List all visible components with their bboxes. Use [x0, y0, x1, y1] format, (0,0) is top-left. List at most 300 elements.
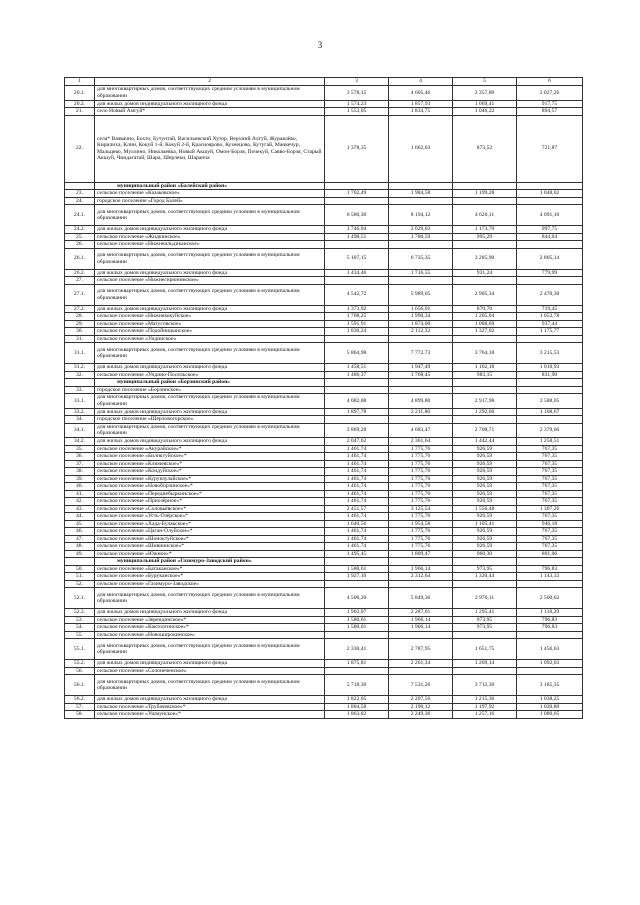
value-col4: 2 312,64 [389, 573, 453, 581]
value-col5: 926,59 [453, 535, 517, 543]
row-number: 28. [65, 313, 95, 321]
table-row [65, 241, 583, 249]
row-number: 54. [65, 624, 95, 632]
value-col4: 5 989,05 [389, 284, 453, 305]
value-col6 [517, 631, 583, 639]
row-number: 56.1. [65, 675, 95, 696]
table-row [65, 438, 583, 446]
row-number: 22. [65, 115, 95, 182]
value-col6: 796,83 [517, 624, 583, 632]
row-description: сельское поселение «Курунзулайское»* [95, 475, 325, 483]
value-col6: 796,83 [517, 565, 583, 573]
row-description: сельское поселение «Приозёрное»* [95, 498, 325, 506]
value-col6 [517, 241, 583, 249]
value-col6 [517, 416, 583, 424]
row-description: городское поселение «Город Балей» [95, 197, 325, 205]
value-col3 [325, 379, 389, 387]
value-col4: 1 775,76 [389, 535, 453, 543]
table-row [65, 475, 583, 483]
value-col6: 2 588,05 [517, 394, 583, 409]
value-col6 [517, 197, 583, 205]
row-number: 24.2. [65, 226, 95, 234]
value-col6: 946,18 [517, 520, 583, 528]
value-col3: 1 746,94 [325, 226, 389, 234]
value-col3 [325, 631, 389, 639]
row-description: сельское поселение «Газимуро-Заводское» [95, 580, 325, 588]
value-col5 [453, 182, 517, 190]
row-number: 26.2. [65, 269, 95, 277]
row-number: 34.1. [65, 423, 95, 438]
row-description: сельское поселение «Новоборзинское»* [95, 483, 325, 491]
table-row [65, 320, 583, 328]
row-number: 58. [65, 711, 95, 719]
table-row [65, 313, 583, 321]
table-row [65, 233, 583, 241]
row-description: сельское поселение «Шивиинское»* [95, 543, 325, 551]
value-col5: 4 620,11 [453, 205, 517, 226]
value-col3: 1 378,35 [325, 115, 389, 182]
value-col6: 4 091,16 [517, 205, 583, 226]
value-col3: 5 718,30 [325, 675, 389, 696]
value-col4: 1 775,76 [389, 453, 453, 461]
row-number: 29. [65, 320, 95, 328]
row-number: 47. [65, 535, 95, 543]
value-col3: 1 830,24 [325, 328, 389, 336]
value-col4: 1 857,93 [389, 100, 453, 108]
value-col3 [325, 558, 389, 566]
value-col3: 1 461,74 [325, 475, 389, 483]
value-col4 [389, 335, 453, 343]
value-col3: 1 640,56 [325, 520, 389, 528]
value-col3: 4 506,26 [325, 588, 389, 609]
value-col5: 926,59 [453, 460, 517, 468]
value-col3: 1 863,82 [325, 711, 389, 719]
value-col4 [389, 197, 453, 205]
value-col6 [517, 386, 583, 394]
row-description: сельское поселение «Шоноктуйское»* [95, 535, 325, 543]
value-col4 [389, 277, 453, 285]
row-number: 52.2. [65, 609, 95, 617]
value-col6: 831,90 [517, 371, 583, 379]
row-description: сельское поселение «Переднебыркинское»* [95, 490, 325, 498]
value-col3: 1 461,74 [325, 528, 389, 536]
value-col5 [453, 416, 517, 424]
table-row [65, 631, 583, 639]
value-col4: 5 849,36 [389, 588, 453, 609]
row-number [65, 379, 95, 387]
row-description: для многоквартирных домов, соответствующих средним условиям в муниципальном образовании [95, 588, 325, 609]
table-row [65, 543, 583, 551]
row-number: 41. [65, 490, 95, 498]
value-col5: 926,59 [453, 513, 517, 521]
value-col4: 1 656,01 [389, 305, 453, 313]
value-col6 [517, 335, 583, 343]
table-row [65, 468, 583, 476]
value-col6: 1 258,51 [517, 438, 583, 446]
table-row [65, 520, 583, 528]
value-col3 [325, 580, 389, 588]
value-col4: 1 775,76 [389, 468, 453, 476]
value-col6: 767,35 [517, 535, 583, 543]
row-number: 23. [65, 190, 95, 198]
row-number: 56.2. [65, 696, 95, 704]
table-row [65, 100, 583, 108]
table-row [65, 588, 583, 609]
value-col4: 2 787,95 [389, 639, 453, 660]
value-col6 [517, 277, 583, 285]
value-col5: 2 905,34 [453, 284, 517, 305]
value-col5: 1 046,22 [453, 108, 517, 116]
row-description: сельское поселение «Ундино-Посельское» [95, 371, 325, 379]
value-col5: 1 162,18 [453, 364, 517, 372]
row-number: 48. [65, 543, 95, 551]
value-col6: 844,04 [517, 233, 583, 241]
row-description: сельское поселение «Подойницынское» [95, 328, 325, 336]
value-col6: 767,35 [517, 543, 583, 551]
value-col6: 997,75 [517, 226, 583, 234]
row-description: сельское поселение «Трубачевское»* [95, 703, 325, 711]
row-description: для жилых домов индивидуального жилищного фонда [95, 408, 325, 416]
row-description: для многоквартирных домов, соответствующих средним условиям в муниципальном образовании [95, 248, 325, 269]
value-col5: 973,95 [453, 565, 517, 573]
row-number: 30. [65, 328, 95, 336]
value-col5: 926,59 [453, 475, 517, 483]
value-col5: 1 205,04 [453, 313, 517, 321]
row-number: 26.1. [65, 248, 95, 269]
table-row [65, 394, 583, 409]
value-col3: 1 461,74 [325, 543, 389, 551]
value-col6: 1 080,05 [517, 711, 583, 719]
header-cell: 6 [517, 78, 583, 86]
value-col6 [517, 379, 583, 387]
row-number: 34.2. [65, 438, 95, 446]
value-col3: 1 461,74 [325, 498, 389, 506]
table-row [65, 423, 583, 438]
value-col5: 1 269,14 [453, 660, 517, 668]
value-col5: 926,59 [453, 468, 517, 476]
value-col3: 1 461,74 [325, 513, 389, 521]
row-description: сельское поселение «Новоширокинское» [95, 631, 325, 639]
value-col4: 2 190,12 [389, 703, 453, 711]
table-row [65, 197, 583, 205]
row-number: 26. [65, 241, 95, 249]
table-row [65, 108, 583, 116]
value-col5 [453, 631, 517, 639]
row-number: 38. [65, 468, 95, 476]
row-description: для жилых домов индивидуального жилищного фонда [95, 269, 325, 277]
value-col3: 1 498,51 [325, 233, 389, 241]
value-col3 [325, 667, 389, 675]
value-col4: 7 772,73 [389, 343, 453, 364]
value-col5 [453, 386, 517, 394]
value-col6: 3 215,53 [517, 343, 583, 364]
value-col5: 931,24 [453, 269, 517, 277]
value-col5: 3 285,90 [453, 248, 517, 269]
value-col4: 6 735,35 [389, 248, 453, 269]
value-col6: 2 027,26 [517, 86, 583, 101]
value-col6: 721,87 [517, 115, 583, 182]
table-row [65, 445, 583, 453]
table-row [65, 416, 583, 424]
value-col3: 5 107,15 [325, 248, 389, 269]
row-number: 46. [65, 528, 95, 536]
row-description: сельское поселение «Южное»* [95, 550, 325, 558]
table-row [65, 335, 583, 343]
value-col6: 767,35 [517, 468, 583, 476]
table-row [65, 616, 583, 624]
row-description: сельское поселение «Зерендинское»* [95, 616, 325, 624]
value-col4: 4 605,46 [389, 86, 453, 101]
row-number: 40. [65, 483, 95, 491]
value-col3: 1 927,10 [325, 573, 389, 581]
value-col4 [389, 667, 453, 675]
header-cell: 4 [389, 78, 453, 86]
row-number: 49. [65, 550, 95, 558]
value-col4: 2 211,80 [389, 408, 453, 416]
value-col3: 1 461,74 [325, 445, 389, 453]
row-description: для жилых домов индивидуального жилищного фонда [95, 226, 325, 234]
row-description: муниципальный район «Балейский район» [95, 182, 325, 190]
table-row [65, 277, 583, 285]
value-col5: 1 069,41 [453, 100, 517, 108]
row-number: 27.2. [65, 305, 95, 313]
row-description: сельское поселение «Нижнекокуйское» [95, 313, 325, 321]
value-col3: 1 461,74 [325, 468, 389, 476]
value-col3: 1 822,05 [325, 696, 389, 704]
value-col6: 1 143,33 [517, 573, 583, 581]
value-col4: 1 990,34 [389, 313, 453, 321]
row-number: 42. [65, 498, 95, 506]
table-row [65, 453, 583, 461]
value-col5: 2 970,11 [453, 588, 517, 609]
value-col3: 1 902,07 [325, 609, 389, 617]
value-col4 [389, 241, 453, 249]
value-col5 [453, 335, 517, 343]
value-col5: 3 712,30 [453, 675, 517, 696]
value-col6: 3 185,35 [517, 675, 583, 696]
value-col6: 719,45 [517, 305, 583, 313]
value-col4: 1 966,14 [389, 565, 453, 573]
row-description: для многоквартирных домов, соответствующих средним условиям в муниципальном образовании [95, 423, 325, 438]
value-col3: 4 082,08 [325, 394, 389, 409]
row-description: сельское поселение «Усть-Озёрское»* [95, 513, 325, 521]
value-col3 [325, 182, 389, 190]
row-description: для жилых домов индивидуального жилищного фонда [95, 305, 325, 313]
table-row [65, 505, 583, 513]
row-description: для жилых домов индивидуального жилищного фонда [95, 438, 325, 446]
row-description: для жилых домов индивидуального жилищного фонда [95, 660, 325, 668]
value-col5: 1 651,75 [453, 639, 517, 660]
row-number: 52. [65, 580, 95, 588]
table-row [65, 528, 583, 536]
row-number: 24. [65, 197, 95, 205]
row-description: для жилых домов индивидуального жилищного фонда [95, 696, 325, 704]
value-col5 [453, 277, 517, 285]
value-col3: 1 591,91 [325, 320, 389, 328]
value-col5: 3 764,18 [453, 343, 517, 364]
value-col3: 1 458,51 [325, 364, 389, 372]
value-col4: 3 125,54 [389, 505, 453, 513]
table-row [65, 711, 583, 719]
table-row [65, 328, 583, 336]
row-number: 34. [65, 416, 95, 424]
value-col4: 7 531,26 [389, 675, 453, 696]
table-row [65, 513, 583, 521]
row-description: сельское поселение «Ушмунское»* [95, 711, 325, 719]
value-col3: 6 580,30 [325, 205, 389, 226]
table-row [65, 86, 583, 101]
table-row [65, 624, 583, 632]
value-col3: 5 864,98 [325, 343, 389, 364]
value-col4: 4 683,47 [389, 423, 453, 438]
value-col4: 8 194,12 [389, 205, 453, 226]
row-number: 45. [65, 520, 95, 528]
value-col3 [325, 416, 389, 424]
value-col4: 1 984,58 [389, 190, 453, 198]
row-description: городское поселение «Борзинское» [95, 386, 325, 394]
row-number: 21. [65, 108, 95, 116]
table-row [65, 284, 583, 305]
table-row [65, 205, 583, 226]
table-row [65, 667, 583, 675]
row-description: сельское поселение «Нижнегирюнинское» [95, 277, 325, 285]
value-col5: 1 197,92 [453, 703, 517, 711]
value-col5: 1 088,69 [453, 320, 517, 328]
row-number: 20.2. [65, 100, 95, 108]
value-col3: 1 875,81 [325, 660, 389, 668]
row-description: для многоквартирных домов, соответствующих средним условиям в муниципальном образовании [95, 86, 325, 101]
row-number: 31. [65, 335, 95, 343]
value-col4: 1 780,59 [389, 233, 453, 241]
value-col4: 1 947,49 [389, 364, 453, 372]
table-row [65, 364, 583, 372]
value-col5 [453, 580, 517, 588]
table-row [65, 115, 583, 182]
table-row [65, 190, 583, 198]
row-description: сельское поселение «Нижнеильдиканское» [95, 241, 325, 249]
value-col5: 1 173,70 [453, 226, 517, 234]
value-col6: 894,57 [517, 108, 583, 116]
value-col5 [453, 197, 517, 205]
row-description: сельское поселение «Ундинское» [95, 335, 325, 343]
row-description: сельское поселение «Матусовское» [95, 320, 325, 328]
value-col5 [453, 379, 517, 387]
value-col5: 2 708,71 [453, 423, 517, 438]
value-col5: 926,59 [453, 483, 517, 491]
value-col5 [453, 558, 517, 566]
row-description: сельское поселение «Буруканское»* [95, 573, 325, 581]
value-col4: 1 775,76 [389, 543, 453, 551]
value-col6 [517, 182, 583, 190]
value-col4: 2 287,61 [389, 609, 453, 617]
value-col4: 1 954,58 [389, 520, 453, 528]
value-col5: 2 917,98 [453, 394, 517, 409]
value-col4: 1 874,00 [389, 320, 453, 328]
row-number: 31.1. [65, 343, 95, 364]
value-col5: 926,59 [453, 543, 517, 551]
row-description: сельское поселение «Кактолгинское»* [95, 624, 325, 632]
value-col3: 1 708,25 [325, 313, 389, 321]
value-col6: 767,35 [517, 460, 583, 468]
value-col5: 926,59 [453, 445, 517, 453]
value-col3: 1 461,74 [325, 453, 389, 461]
value-col6: 796,83 [517, 616, 583, 624]
value-col3 [325, 197, 389, 205]
row-number: 52.1. [65, 588, 95, 609]
row-description: для многоквартирных домов, соответствующих средним условиям в муниципальном образовании [95, 394, 325, 409]
value-col6: 767,35 [517, 498, 583, 506]
value-col5 [453, 241, 517, 249]
value-col3 [325, 335, 389, 343]
district-heading-row [65, 558, 583, 566]
value-col6: 779,99 [517, 269, 583, 277]
value-col4 [389, 580, 453, 588]
value-col3: 1 897,78 [325, 408, 389, 416]
row-description: для жилых домов индивидуального жилищного фонда [95, 364, 325, 372]
header-cell: 5 [453, 78, 517, 86]
table-row [65, 248, 583, 269]
table-row [65, 565, 583, 573]
table-row [65, 580, 583, 588]
value-col6: 1 038,25 [517, 696, 583, 704]
value-col3: 2 047,62 [325, 438, 389, 446]
table-row [65, 408, 583, 416]
value-col6: 2 560,62 [517, 588, 583, 609]
value-col6: 1 048,02 [517, 190, 583, 198]
row-description: сельское поселение «Ключевское»* [95, 460, 325, 468]
row-number: 37. [65, 460, 95, 468]
row-number: 27.1. [65, 284, 95, 305]
value-col5: 1 105,41 [453, 520, 517, 528]
table-row [65, 609, 583, 617]
table-row [65, 460, 583, 468]
value-col4: 2 261,34 [389, 660, 453, 668]
value-col3: 1 486,37 [325, 371, 389, 379]
value-col3: 3 869,28 [325, 423, 389, 438]
value-col4: 1 662,03 [389, 115, 453, 182]
row-number: 20.1. [65, 86, 95, 101]
value-col6: 2 379,66 [517, 423, 583, 438]
row-number [65, 182, 95, 190]
value-col5: 1 215,36 [453, 696, 517, 704]
row-number [65, 558, 95, 566]
value-col6: 767,35 [517, 528, 583, 536]
row-description: сельское поселение «Биликтуйское»* [95, 453, 325, 461]
value-col6: 767,35 [517, 445, 583, 453]
value-col3: 3 578,15 [325, 86, 389, 101]
value-col4: 1 775,76 [389, 475, 453, 483]
row-description: для многоквартирных домов, соответствующих средним условиям в муниципальном образовании [95, 284, 325, 305]
value-col3: 1 461,74 [325, 535, 389, 543]
value-col5: 926,59 [453, 490, 517, 498]
value-col5: 1 292,60 [453, 408, 517, 416]
value-col3: 1 553,05 [325, 108, 389, 116]
row-number: 31.2. [65, 364, 95, 372]
table-row [65, 305, 583, 313]
value-col5: 973,95 [453, 624, 517, 632]
value-col3: 2 330,41 [325, 639, 389, 660]
value-col6: 767,35 [517, 453, 583, 461]
value-col6: 767,35 [517, 513, 583, 521]
value-col3: 1 461,74 [325, 460, 389, 468]
value-col3 [325, 386, 389, 394]
value-col3: 1 574,23 [325, 100, 389, 108]
value-col4: 2 207,56 [389, 696, 453, 704]
row-number: 25. [65, 233, 95, 241]
row-description: муниципальный район «Борзинский район» [95, 379, 325, 387]
value-col6: 1 456,63 [517, 639, 583, 660]
value-col6: 1 118,29 [517, 609, 583, 617]
